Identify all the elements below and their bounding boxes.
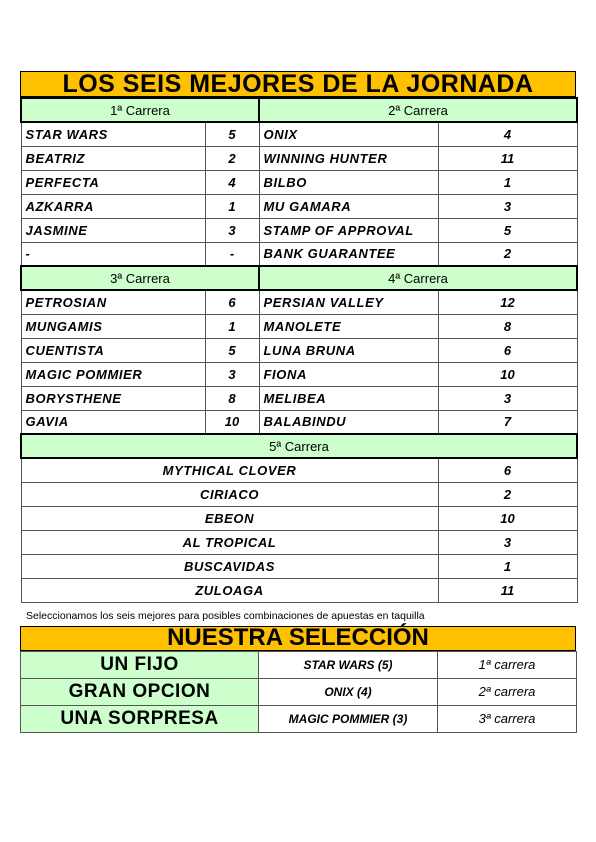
horse-number: 4: [438, 122, 577, 146]
horse-number: 7: [438, 410, 577, 434]
horse-number: 1: [438, 554, 577, 578]
selection-table: [20, 651, 577, 733]
selection-row: [21, 651, 577, 678]
horse-number: 11: [438, 578, 577, 602]
horse-number: 3: [205, 362, 259, 386]
table-row: [21, 554, 577, 578]
race-3-header: 3ª Carrera: [21, 266, 259, 290]
table-row: [21, 410, 577, 434]
selection-pick: ONIX (4): [259, 678, 438, 705]
horse-name: JASMINE: [21, 218, 205, 242]
selection-race: 1ª carrera: [438, 651, 577, 678]
table-row: [21, 338, 577, 362]
race-header-row: [21, 266, 577, 290]
horse-number: -: [205, 242, 259, 266]
race-sheet: [20, 71, 576, 733]
horse-name: WINNING HUNTER: [259, 146, 438, 170]
page-title: LOS SEIS MEJORES DE LA JORNADA: [20, 71, 576, 97]
horse-number: 2: [438, 242, 577, 266]
table-row: [21, 242, 577, 266]
selection-row: [21, 678, 577, 705]
horse-name: -: [21, 242, 205, 266]
horse-name: MANOLETE: [259, 314, 438, 338]
horse-name: CUENTISTA: [21, 338, 205, 362]
table-row: [21, 506, 577, 530]
selection-label: GRAN OPCION: [21, 678, 259, 705]
horse-number: 10: [438, 506, 577, 530]
horse-number: 1: [438, 170, 577, 194]
horse-number: 3: [438, 194, 577, 218]
table-row: [21, 146, 577, 170]
table-row: [21, 362, 577, 386]
table-row: [21, 578, 577, 602]
horse-number: 5: [438, 218, 577, 242]
horse-name: MYTHICAL CLOVER: [21, 458, 438, 482]
horse-name: LUNA BRUNA: [259, 338, 438, 362]
selection-race: 3ª carrera: [438, 705, 577, 732]
horse-number: 3: [205, 218, 259, 242]
table-row: [21, 194, 577, 218]
selection-pick: STAR WARS (5): [259, 651, 438, 678]
horse-name: PERFECTA: [21, 170, 205, 194]
horse-number: 2: [205, 146, 259, 170]
horse-number: 6: [205, 290, 259, 314]
table-row: [21, 314, 577, 338]
horse-number: 1: [205, 314, 259, 338]
table-row: [21, 482, 577, 506]
horse-name: AZKARRA: [21, 194, 205, 218]
horse-name: ONIX: [259, 122, 438, 146]
table-row: [21, 290, 577, 314]
horse-number: 12: [438, 290, 577, 314]
selection-title: NUESTRA SELECCIÓN: [20, 626, 576, 651]
horse-name: GAVIA: [21, 410, 205, 434]
table-row: [21, 458, 577, 482]
footnote: Seleccionamos los seis mejores para posibles combinaciones de apuestas en taquilla: [26, 609, 425, 622]
selection-race: 2ª carrera: [438, 678, 577, 705]
horse-name: PETROSIAN: [21, 290, 205, 314]
races-table: [20, 97, 578, 603]
race-header-row: [21, 98, 577, 122]
horse-number: 6: [438, 458, 577, 482]
horse-name: PERSIAN VALLEY: [259, 290, 438, 314]
horse-number: 6: [438, 338, 577, 362]
horse-number: 10: [438, 362, 577, 386]
race-header-row: [21, 434, 577, 458]
horse-name: ZULOAGA: [21, 578, 438, 602]
table-row: [21, 218, 577, 242]
horse-name: BALABINDU: [259, 410, 438, 434]
race-1-header: 1ª Carrera: [21, 98, 259, 122]
selection-pick: MAGIC POMMIER (3): [259, 705, 438, 732]
selection-row: [21, 705, 577, 732]
horse-number: 5: [205, 122, 259, 146]
horse-number: 2: [438, 482, 577, 506]
horse-name: BORYSTHENE: [21, 386, 205, 410]
horse-number: 11: [438, 146, 577, 170]
horse-number: 4: [205, 170, 259, 194]
horse-number: 3: [438, 530, 577, 554]
table-row: [21, 530, 577, 554]
race-2-header: 2ª Carrera: [259, 98, 577, 122]
horse-name: EBEON: [21, 506, 438, 530]
selection-label: UN FIJO: [21, 651, 259, 678]
horse-number: 3: [438, 386, 577, 410]
horse-name: CIRIACO: [21, 482, 438, 506]
horse-name: AL TROPICAL: [21, 530, 438, 554]
table-row: [21, 386, 577, 410]
horse-name: MU GAMARA: [259, 194, 438, 218]
race-4-header: 4ª Carrera: [259, 266, 577, 290]
horse-name: BILBO: [259, 170, 438, 194]
horse-number: 1: [205, 194, 259, 218]
selection-label: UNA SORPRESA: [21, 705, 259, 732]
horse-number: 5: [205, 338, 259, 362]
horse-name: BUSCAVIDAS: [21, 554, 438, 578]
horse-name: STAR WARS: [21, 122, 205, 146]
horse-name: MELIBEA: [259, 386, 438, 410]
horse-name: BEATRIZ: [21, 146, 205, 170]
horse-number: 10: [205, 410, 259, 434]
horse-name: FIONA: [259, 362, 438, 386]
horse-name: MUNGAMIS: [21, 314, 205, 338]
horse-name: MAGIC POMMIER: [21, 362, 205, 386]
table-row: [21, 122, 577, 146]
table-row: [21, 170, 577, 194]
horse-name: STAMP OF APPROVAL: [259, 218, 438, 242]
race-5-header: 5ª Carrera: [21, 434, 577, 458]
horse-number: 8: [205, 386, 259, 410]
horse-name: BANK GUARANTEE: [259, 242, 438, 266]
horse-number: 8: [438, 314, 577, 338]
